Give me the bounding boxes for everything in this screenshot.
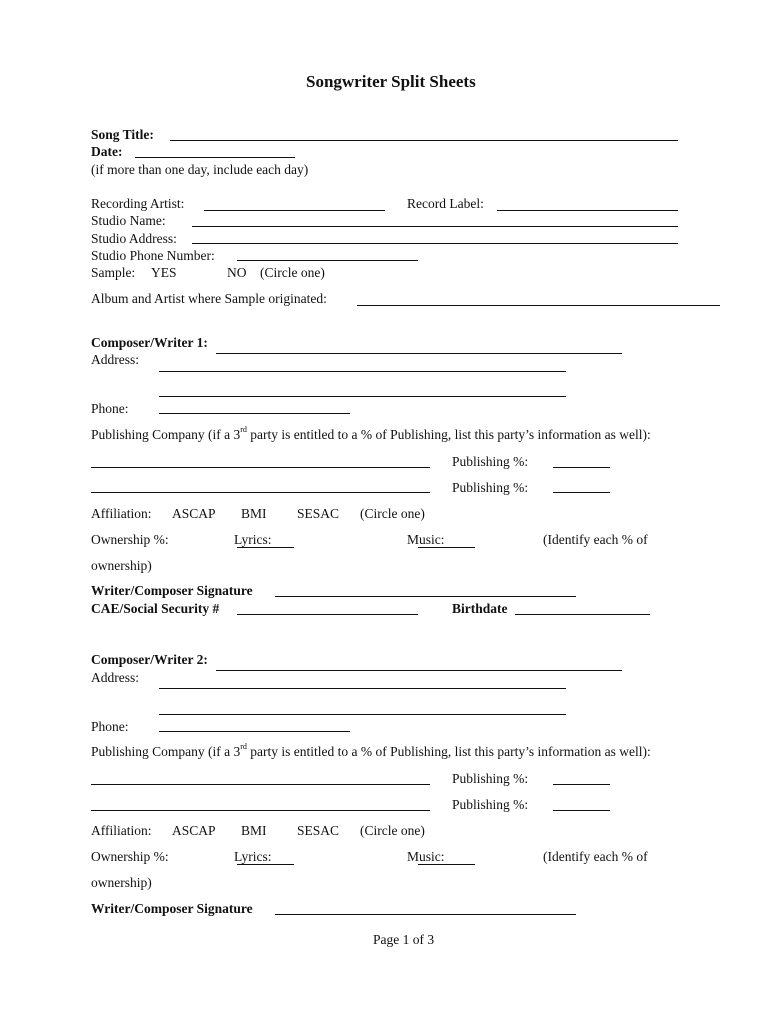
writer1-birthdate-label: Birthdate: [452, 601, 508, 616]
writer1-phone-field[interactable]: [159, 413, 350, 414]
date-label: Date:: [91, 144, 123, 159]
writer2-publishing-pct-label-1: Publishing %:: [452, 771, 529, 786]
page-number: Page 1 of 3: [373, 932, 435, 947]
writer2-affiliation-label: Affiliation:: [91, 823, 152, 838]
writer1-publishing-company-label: [91, 425, 651, 442]
recording-artist-field[interactable]: [204, 210, 385, 211]
writer1-affiliation-sesac[interactable]: SESAC: [297, 506, 340, 521]
writer2-lyrics-label: Lyrics:: [234, 849, 272, 864]
studio-phone-label: Studio Phone Number:: [91, 248, 215, 263]
date-note: (if more than one day, include each day): [91, 162, 309, 177]
writer1-publisher-field-1[interactable]: [91, 467, 430, 468]
record-label-label: Record Label:: [407, 196, 484, 211]
writer2-publishing-pct-field-2[interactable]: [553, 810, 610, 811]
writer2-ownership-label: Ownership %:: [91, 849, 169, 864]
writer2-affiliation-circle-note: (Circle one): [360, 823, 425, 838]
date-field[interactable]: [135, 157, 295, 158]
writer1-pub-sup: rd: [240, 425, 247, 434]
writer1-cae-field[interactable]: [237, 614, 418, 615]
writer1-address-label: Address:: [91, 352, 139, 367]
writer1-name-field[interactable]: [216, 353, 622, 354]
writer1-affiliation-circle-note: (Circle one): [360, 506, 425, 521]
writer2-heading: Composer/Writer 2:: [91, 652, 208, 667]
writer2-address-field-1[interactable]: [159, 688, 566, 689]
sample-no-option[interactable]: NO: [227, 265, 247, 280]
writer2-identify-note: (Identify each % of: [543, 849, 648, 864]
writer2-publishing-company-label: [91, 742, 651, 759]
writer2-address-label: Address:: [91, 670, 139, 685]
song-title-field[interactable]: [170, 140, 678, 141]
recording-artist-label: Recording Artist:: [91, 196, 185, 211]
writer1-heading: Composer/Writer 1:: [91, 335, 208, 350]
sample-circle-note: (Circle one): [260, 265, 325, 280]
writer2-lyrics-field[interactable]: [237, 864, 294, 865]
writer1-lyrics-field[interactable]: [237, 547, 294, 548]
writer1-phone-label: Phone:: [91, 401, 129, 416]
sample-yes-option[interactable]: YES: [151, 265, 177, 280]
studio-name-field[interactable]: [192, 226, 678, 227]
writer2-pub-text-post: party is entitled to a % of Publishing, list this party’s information as well):: [246, 744, 651, 759]
writer1-affiliation-label: Affiliation:: [91, 506, 152, 521]
writer1-music-field[interactable]: [418, 547, 475, 548]
writer2-name-field[interactable]: [216, 670, 622, 671]
writer2-phone-label: Phone:: [91, 719, 129, 734]
writer2-publisher-field-1[interactable]: [91, 784, 430, 785]
writer2-pub-sup: rd: [240, 742, 247, 751]
writer2-identify-note-2: ownership): [91, 875, 152, 890]
writer2-affiliation-bmi[interactable]: BMI: [241, 823, 267, 838]
writer1-identify-note-2: ownership): [91, 558, 152, 573]
studio-name-label: Studio Name:: [91, 213, 166, 228]
writer1-affiliation-bmi[interactable]: BMI: [241, 506, 267, 521]
writer1-signature-field[interactable]: [275, 596, 576, 597]
album-sample-field[interactable]: [357, 305, 720, 306]
writer1-publishing-pct-field-1[interactable]: [553, 467, 610, 468]
writer1-pub-text-post: party is entitled to a % of Publishing, list this party’s information as well):: [246, 427, 651, 442]
song-title-label: Song Title:: [91, 127, 154, 142]
writer2-signature-field[interactable]: [275, 914, 576, 915]
writer2-publishing-pct-label-2: Publishing %:: [452, 797, 529, 812]
writer2-affiliation-sesac[interactable]: SESAC: [297, 823, 340, 838]
studio-address-field[interactable]: [192, 243, 678, 244]
writer1-address-field-1[interactable]: [159, 371, 566, 372]
writer1-birthdate-field[interactable]: [515, 614, 650, 615]
page-title: Songwriter Split Sheets: [306, 72, 476, 91]
writer1-publisher-field-2[interactable]: [91, 492, 430, 493]
writer2-pub-text-pre: Publishing Company (if a 3: [91, 744, 241, 759]
writer1-lyrics-label: Lyrics:: [234, 532, 272, 547]
writer1-pub-text-pre: Publishing Company (if a 3: [91, 427, 241, 442]
studio-phone-field[interactable]: [237, 260, 418, 261]
writer1-affiliation-ascap[interactable]: ASCAP: [172, 506, 216, 521]
record-label-field[interactable]: [497, 210, 678, 211]
writer2-music-field[interactable]: [418, 864, 475, 865]
writer2-phone-field[interactable]: [159, 731, 350, 732]
writer2-signature-label: Writer/Composer Signature: [91, 901, 253, 916]
sample-label: Sample:: [91, 265, 136, 280]
writer1-publishing-pct-label-2: Publishing %:: [452, 480, 529, 495]
writer1-publishing-pct-label-1: Publishing %:: [452, 454, 529, 469]
writer1-signature-label: Writer/Composer Signature: [91, 583, 253, 598]
writer1-publishing-pct-field-2[interactable]: [553, 492, 610, 493]
album-sample-label: Album and Artist where Sample originated:: [91, 291, 327, 306]
writer2-music-label: Music:: [407, 849, 445, 864]
writer1-identify-note: (Identify each % of: [543, 532, 648, 547]
writer1-address-field-2[interactable]: [159, 396, 566, 397]
writer1-ownership-label: Ownership %:: [91, 532, 169, 547]
writer1-cae-label: CAE/Social Security #: [91, 601, 220, 616]
writer2-publishing-pct-field-1[interactable]: [553, 784, 610, 785]
writer2-affiliation-ascap[interactable]: ASCAP: [172, 823, 216, 838]
studio-address-label: Studio Address:: [91, 231, 177, 246]
writer1-music-label: Music:: [407, 532, 445, 547]
writer2-publisher-field-2[interactable]: [91, 810, 430, 811]
writer2-address-field-2[interactable]: [159, 714, 566, 715]
